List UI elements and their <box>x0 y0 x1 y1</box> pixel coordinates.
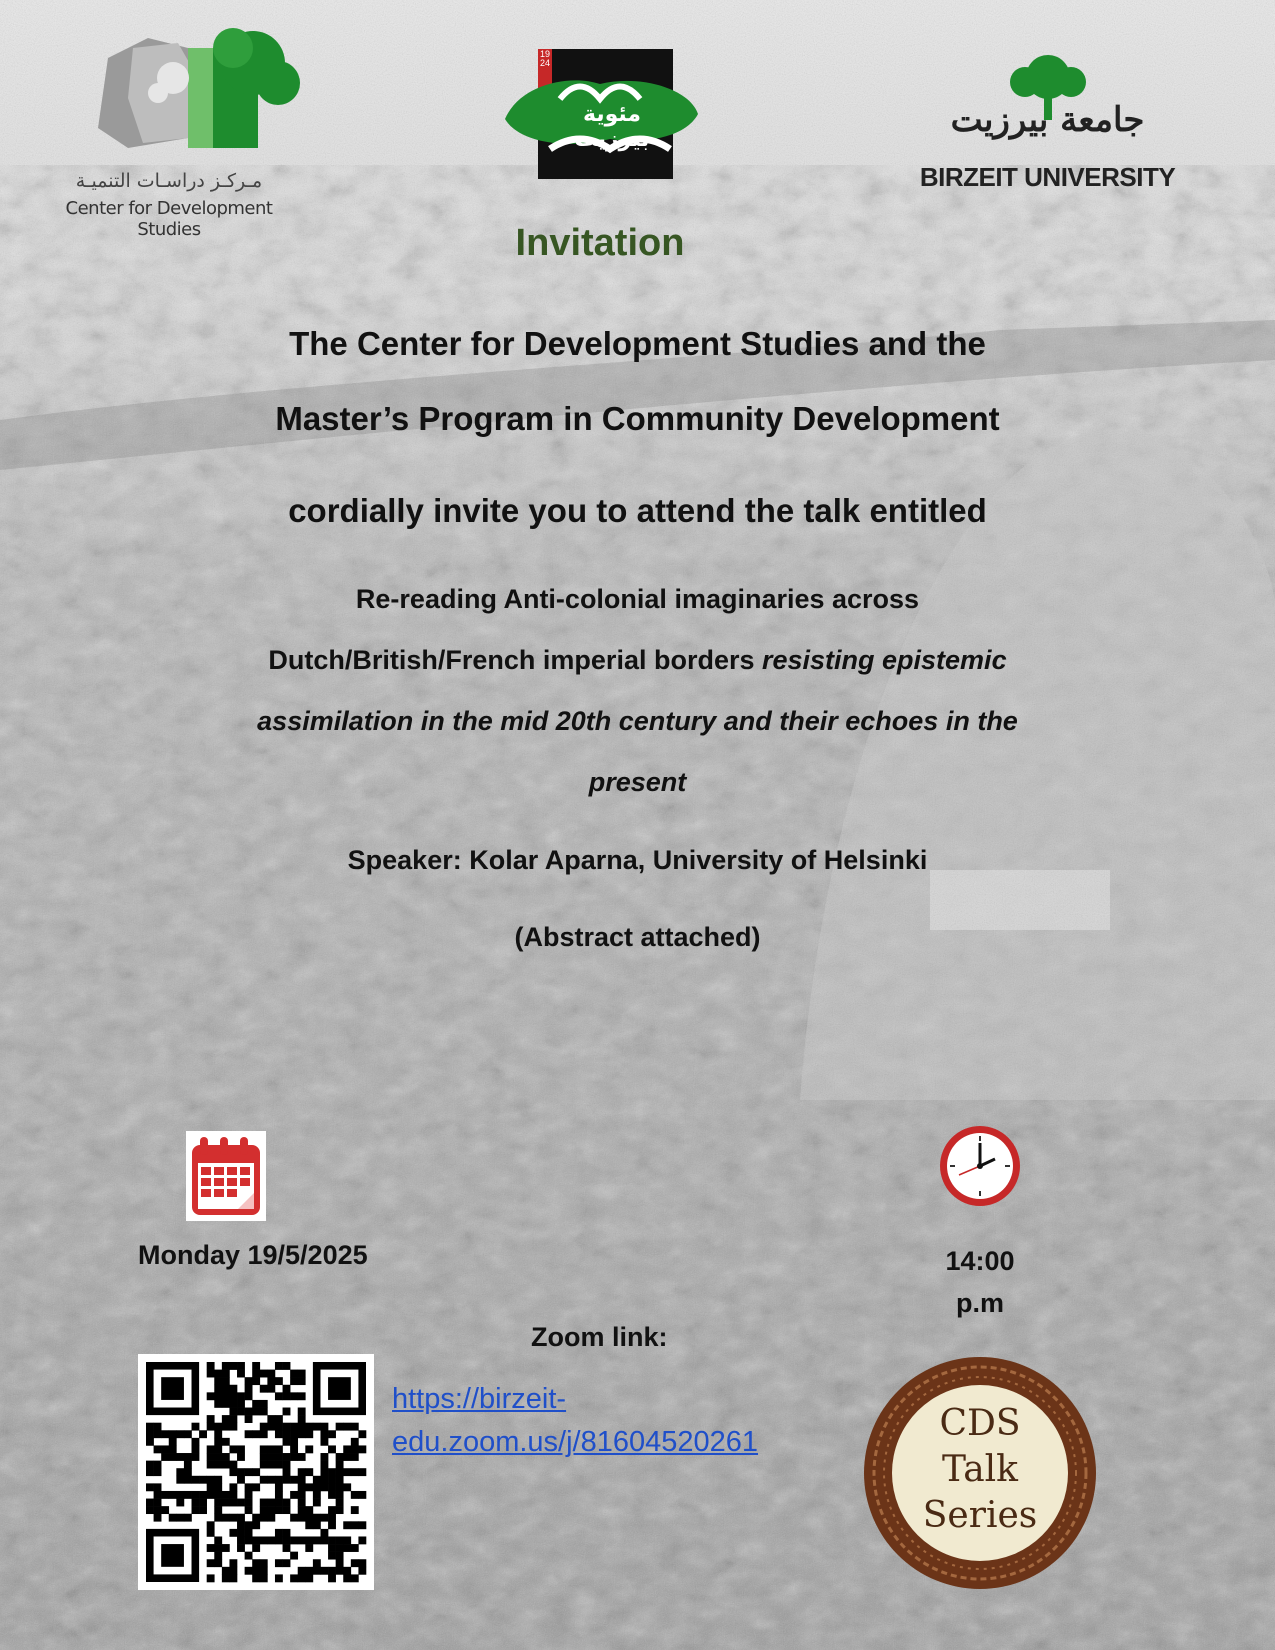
speaker: Speaker: Kolar Aparna, University of Helsinki <box>347 845 928 875</box>
zoom-link-line-2[interactable]: edu.zoom.us/j/81604520261 <box>392 1426 759 1458</box>
cds-logo-english: Center for Development Studies <box>65 198 273 240</box>
badge-text <box>862 1401 1098 1539</box>
abstract-note: (Abstract attached) <box>514 922 761 952</box>
centennial-year: 1924 <box>539 49 550 68</box>
birzeit-english: BIRZEIT UNIVERSITY <box>919 162 1176 192</box>
birzeit-logo <box>915 52 1180 202</box>
invitation-line-1: The Center for Development Studies and the <box>289 325 986 362</box>
clock-icon <box>937 1123 1023 1209</box>
badge-line-1: CDS <box>939 1403 1021 1444</box>
badge-line-3: Series <box>922 1495 1038 1536</box>
talk-title-line-3: assimilation in the mid 20th century and their echoes in the <box>257 706 1018 736</box>
zoom-link[interactable] <box>392 1378 812 1464</box>
talk-title-line-4: present <box>588 767 687 797</box>
birzeit-arabic: جامعة بيرزيت <box>950 100 1145 140</box>
talk-title-line-1: Re-reading Anti-colonial imaginaries across <box>355 584 920 614</box>
event-time-hour: 14:00 <box>945 1246 1015 1276</box>
talk-title-italic-start: resisting epistemic <box>761 645 1007 675</box>
event-date: Monday 19/5/2025 <box>138 1240 368 1270</box>
cds-logo <box>38 18 308 240</box>
calendar-icon <box>186 1131 266 1221</box>
centennial-arabic: مئوية بيرزيت <box>574 102 650 152</box>
qr-code[interactable] <box>138 1354 374 1590</box>
zoom-link-line-1[interactable]: https://birzeit- <box>392 1383 567 1415</box>
invitation-heading: Invitation <box>515 222 685 264</box>
cds-logo-graphic <box>38 18 308 168</box>
event-time <box>920 1240 1040 1324</box>
cds-talk-series-badge <box>862 1355 1098 1591</box>
event-time-period: p.m <box>955 1288 1004 1318</box>
talk-title-plain: Dutch/British/French imperial borders <box>268 645 762 675</box>
invitation-line-2: Master’s Program in Community Development <box>275 400 1000 437</box>
talk-title-line-2 <box>60 645 1215 676</box>
cds-logo-arabic: مـركـز دراسـات التنميـة <box>75 170 263 192</box>
invitation-line-3: cordially invite you to attend the talk entitled <box>288 492 987 529</box>
zoom-label: Zoom link: <box>531 1322 668 1352</box>
centennial-logo <box>500 44 700 184</box>
badge-line-2: Talk <box>941 1449 1018 1490</box>
